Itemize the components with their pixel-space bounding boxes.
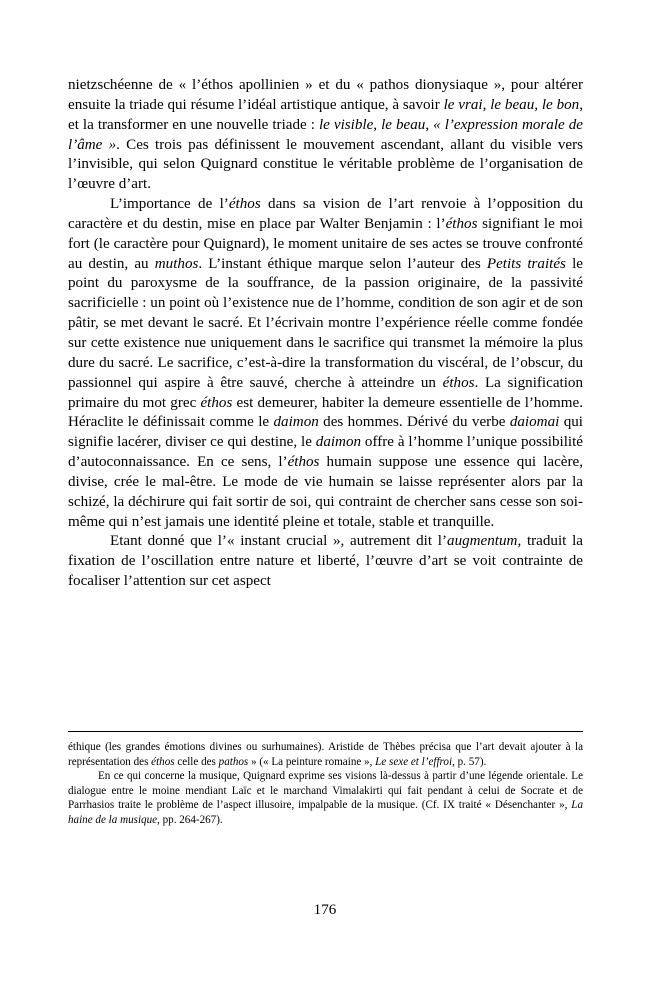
footnote-area (68, 731, 583, 827)
text-run: Etant donné que l’« instant crucial », autrement dit l’ (110, 533, 448, 550)
text-run: dans sa vision de l’art renvoie à l’opposition du caractère et du destin, mise en place par Walter Benjamin : l’ (68, 196, 584, 232)
paragraph (68, 195, 583, 532)
emphasis-run: éthos (287, 454, 320, 471)
emphasis-run: daimon (273, 414, 319, 431)
text-run: des hommes. Dérivé du verbe (318, 414, 510, 431)
text-run: offre à l’homme l’unique possibilité d’autoconnaissance. En ce sens, l’ (68, 434, 583, 471)
emphasis-run: éthos (200, 394, 233, 411)
emphasis-run: muthos (154, 255, 199, 272)
emphasis-run: augmentum (447, 533, 518, 550)
text-run: nietzschéenne de « l’éthos apollinien » et du « pathos dionysiaque », pour altérer ensuite la triade qui résume l’idéal artistique antique, à savoir (68, 77, 583, 113)
emphasis-run: le vrai, le beau, le bon (443, 96, 580, 113)
emphasis-run: daimon (315, 434, 362, 451)
text-run: signifiant le moi fort (le caractère pour Quignard), le moment unitaire de ses actes se trouve confronté au destin, au (68, 215, 583, 272)
body-text-block (68, 76, 583, 592)
text-run: celle des (174, 755, 219, 768)
emphasis-run: éthos (151, 755, 175, 768)
paragraph (68, 740, 583, 769)
page-number: 176 (313, 902, 337, 918)
footnote-text-block (68, 740, 583, 827)
text-run: . L’instant éthique marque selon l’auteur des (198, 255, 487, 272)
text-run: , pp. 264-267). (157, 813, 223, 826)
paragraph (68, 76, 583, 195)
emphasis-run: Petits traités (486, 255, 566, 272)
text-run: éthique (les grandes émotions divines ou surhumaines). Aristide de Thèbes précisa que l’art devait ajouter à la représentation des (68, 741, 583, 768)
text-run: , et la transformer en une nouvelle triade : (68, 96, 583, 133)
text-run: , traduit la fixation de l’oscillation entre nature et liberté, l’œuvre d’art se voit contrainte de focaliser l’attention sur cet aspect (68, 533, 583, 590)
text-run: L’importance de l’ (110, 196, 229, 213)
paragraph (68, 532, 583, 592)
text-run: le point du paroxysme de la souffrance, de la passion originaire, de la passivité sacrificielle : un point où l’existence nue de l’homme, condition de son agir et de son pâtir, se met devant le sacré. Et l’écrivain montre l’expérience réelle comme fondée sur cette existence nue uniquement dans le sacrifice qui transmet la mémoire la plus dure du sacré. Le sacrifice, c’est-à-dire la transformation du viscéral, de l’obscur, du passionnel qui aspire à être sauvé, cherche à atteindre un (68, 255, 583, 391)
text-run: est demeurer, habiter la demeure essentielle de l’homme. Héraclite le définissait comme le (68, 394, 583, 431)
text-run: , p. 57). (452, 755, 487, 768)
emphasis-run: Le sexe et l’effroi (375, 755, 453, 768)
text-run: . La signification primaire du mot grec (68, 374, 584, 411)
text-run: humain suppose une essence qui lacère, divise, crée le mal-être. Le mode de vie humain se laisse représenter alors par la schizé, la déchirure qui fait sortir de soi, qui contraint de chercher sans cesse son soi-même qui n’est jamais une identité pleine et totale, stable et tranquille. (68, 454, 583, 530)
text-run: . Ces trois pas définissent le mouvement ascendant, allant du visible vers l’invisible, qui selon Quignard constitue le véritable problème de l’organisation de l’œuvre d’art. (68, 136, 583, 193)
footnote-separator-rule (68, 731, 583, 732)
emphasis-run: le visible, le beau, « l’expression morale de l’âme » (68, 116, 583, 153)
emphasis-run: éthos (228, 196, 261, 213)
emphasis-run: La haine de la musique (68, 799, 583, 826)
text-run: » (« La peinture romaine », (248, 755, 376, 768)
emphasis-run: pathos (218, 755, 249, 768)
emphasis-run: daiomai (509, 414, 560, 431)
emphasis-run: éthos (445, 215, 478, 232)
text-run: En ce qui concerne la musique, Quignard exprime ses visions là-dessus à partir d’une légende orientale. Le dialogue entre le moine mendiant Laïc et le marchand Vimalakirti qui fait pendant à celui de Socrate et de Parrhasios traite le problème de l’aspect illusoire, impalpable de la musique. (Cf. IX traité « Désenchanter », (68, 770, 583, 811)
paragraph (68, 769, 583, 827)
emphasis-run: éthos (442, 374, 475, 391)
text-run: qui signifie lacérer, diviser ce qui destine, le (68, 414, 583, 451)
